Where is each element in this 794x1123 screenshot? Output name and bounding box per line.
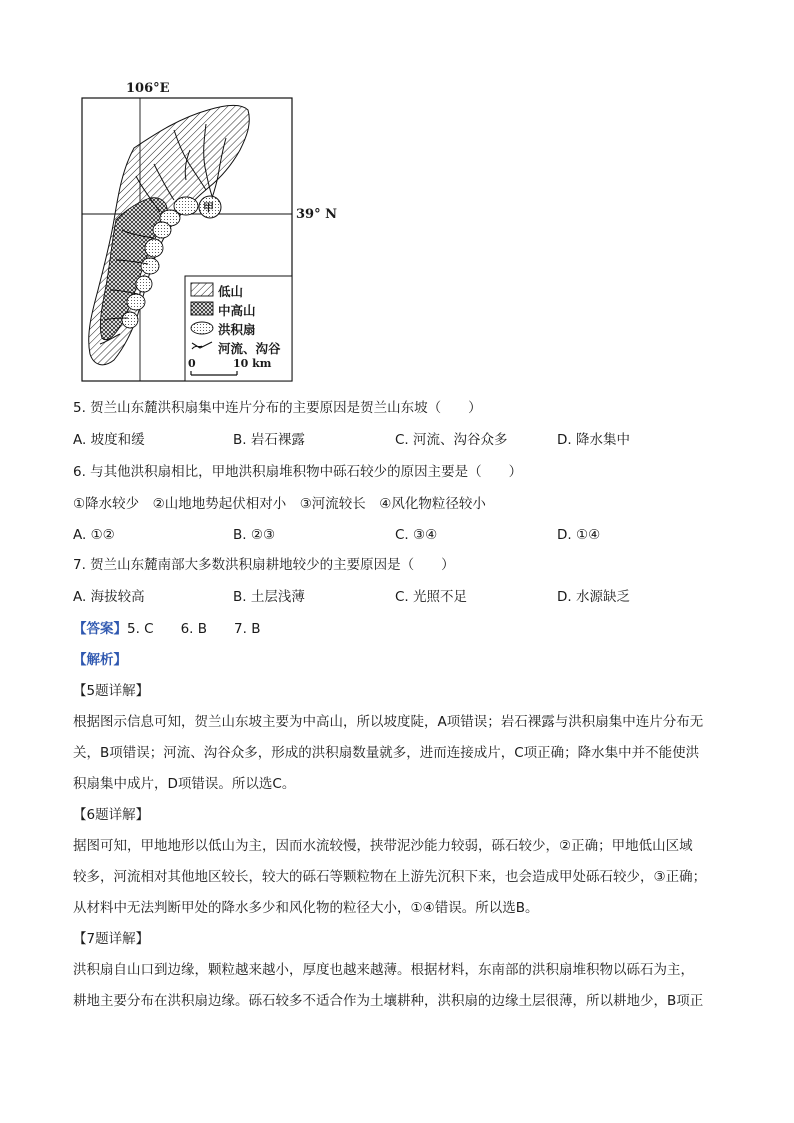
longitude-label: 106°E xyxy=(126,81,170,96)
q7-analysis-head: 【7题详解】 xyxy=(73,931,150,947)
q5-analysis-head: 【5题详解】 xyxy=(73,683,150,699)
q7-option-c: C. 光照不足 xyxy=(395,589,468,605)
legend-label-low-mountain: 低山 xyxy=(218,284,244,299)
q6-analysis-line-3: 从材料中无法判断甲处的降水多少和风化物的粒径大小，①④错误。所以选B。 xyxy=(73,900,539,916)
legend-label-river-valley: 河流、沟谷 xyxy=(218,341,281,356)
q5-analysis-line-2: 关，B项错误；河流、沟谷众多，形成的洪积扇数量就多，进而连接成片，C项正确；降水集中并不能使洪 xyxy=(73,745,700,761)
q5-option-d: D. 降水集中 xyxy=(557,432,630,448)
q5-stem: 5. 贺兰山东麓洪积扇集中连片分布的主要原因是贺兰山东坡（ ） xyxy=(73,400,482,416)
scale-zero: 0 xyxy=(188,357,196,370)
q5-option-a: A. 坡度和缓 xyxy=(73,432,145,448)
jia-label: 甲 xyxy=(203,201,214,214)
analysis-label: 【解析】 xyxy=(73,652,127,668)
answer-text: 5. C 6. B 7. B xyxy=(127,621,261,637)
map-figure xyxy=(70,80,370,385)
q7-analysis-line-2: 耕地主要分布在洪积扇边缘。砾石较多不适合作为土壤耕种，洪积扇的边缘土层很薄，所以耕地少，B项正 xyxy=(73,993,704,1009)
legend-label-mid-high-mountain: 中高山 xyxy=(218,303,256,318)
q6-analysis-line-1: 据图可知，甲地地形以低山为主，因而水流较慢，挟带泥沙能力较弱，砾石较少，②正确；甲地低山区域 xyxy=(73,838,693,854)
q5-option-b: B. 岩石裸露 xyxy=(233,432,305,448)
q7-analysis-line-1: 洪积扇自山口到边缘，颗粒越来越小，厚度也越来越薄。根据材料，东南部的洪积扇堆积物以砾石为主， xyxy=(73,962,694,978)
q5-analysis-line-3: 积扇集中成片，D项错误。所以选C。 xyxy=(73,776,296,792)
q6-option-a: A. ①② xyxy=(73,527,115,543)
answer-label: 【答案】 xyxy=(73,621,127,637)
q7-option-a: A. 海拔较高 xyxy=(73,589,145,605)
q5-analysis-line-1: 根据图示信息可知，贺兰山东坡主要为中高山，所以坡度陡，A项错误；岩石裸露与洪积扇集中连片分布无 xyxy=(73,714,704,730)
q7-option-b: B. 土层浅薄 xyxy=(233,589,305,605)
q6-option-b: B. ②③ xyxy=(233,527,276,543)
q5-option-c: C. 河流、沟谷众多 xyxy=(395,432,508,448)
q6-analysis-line-2: 较多，河流相对其他地区较长，较大的砾石等颗粒物在上游先沉积下来，也会造成甲处砾石较少，③正确； xyxy=(73,869,707,885)
scale-distance: 10 km xyxy=(233,357,272,370)
q7-stem: 7. 贺兰山东麓南部大多数洪积扇耕地较少的主要原因是（ ） xyxy=(73,557,455,573)
answer-line xyxy=(73,619,260,639)
q6-conditions: ①降水较少 ②山地地势起伏相对小 ③河流较长 ④风化物粒径较小 xyxy=(73,496,486,512)
legend-swatch-mid-high-mountain xyxy=(191,302,213,315)
q6-analysis-head: 【6题详解】 xyxy=(73,807,150,823)
legend-label-alluvial-fan: 洪积扇 xyxy=(218,322,256,337)
q6-option-c: C. ③④ xyxy=(395,527,438,543)
q7-option-d: D. 水源缺乏 xyxy=(557,589,630,605)
legend-swatch-low-mountain xyxy=(191,283,213,296)
legend-swatch-alluvial-fan xyxy=(191,322,213,334)
q6-option-d: D. ①④ xyxy=(557,527,601,543)
latitude-label: 39° N xyxy=(296,207,337,222)
q6-stem: 6. 与其他洪积扇相比，甲地洪积扇堆积物中砾石较少的原因主要是（ ） xyxy=(73,464,523,480)
